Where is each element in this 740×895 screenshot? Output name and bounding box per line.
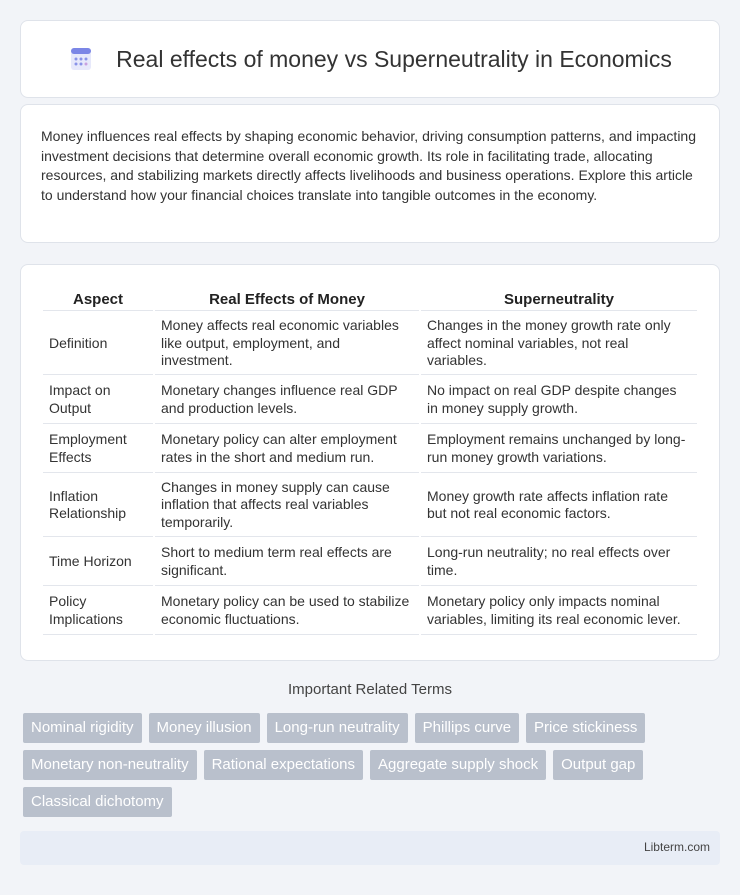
footer — [20, 831, 720, 865]
table-row — [43, 539, 697, 586]
related-term-tag[interactable]: Long-run neutrality — [267, 713, 408, 743]
header-card — [20, 20, 720, 98]
page-title: Real effects of money vs Superneutrality in Economics — [116, 45, 672, 72]
footer-site-link[interactable]: Libterm.com — [643, 840, 710, 854]
related-terms-tags — [23, 713, 723, 824]
related-term-tag[interactable]: Monetary non-neutrality — [23, 750, 197, 780]
column-header: Real Effects of Money — [155, 287, 419, 311]
column-header: Superneutrality — [421, 287, 697, 311]
comparison-table — [41, 285, 699, 637]
table-cell: Monetary changes influence real GDP and production levels. — [155, 377, 419, 424]
related-term-tag[interactable]: Classical dichotomy — [23, 787, 172, 817]
table-row — [43, 426, 697, 473]
related-term-tag[interactable]: Output gap — [553, 750, 643, 780]
table-cell: Monetary policy can alter employment rates in the short and medium run. — [155, 426, 419, 473]
table-row — [43, 588, 697, 635]
table-cell: Definition — [43, 313, 153, 375]
table-cell: Inflation Relationship — [43, 475, 153, 537]
related-term-tag[interactable]: Money illusion — [149, 713, 260, 743]
table-row — [43, 475, 697, 537]
table-cell: Employment Effects — [43, 426, 153, 473]
related-term-tag[interactable]: Price stickiness — [526, 713, 645, 743]
related-term-tag[interactable]: Nominal rigidity — [23, 713, 142, 743]
table-row — [43, 313, 697, 375]
related-term-tag[interactable]: Phillips curve — [415, 713, 519, 743]
document-icon — [68, 46, 94, 72]
table-row — [43, 377, 697, 424]
table-header-row — [43, 287, 697, 311]
related-term-tag[interactable]: Aggregate supply shock — [370, 750, 546, 780]
comparison-table-card — [20, 264, 720, 661]
intro-text: Money influences real effects by shaping economic behavior, driving consumption patterns, and impacting investment decisions that determine overall economic growth. Its role in facilitating trade, allocating resources, and stabilizing markets directly affects livelihoods and business operations. Explore this article to understand how your financial choices translate into tangible outcomes in the economy. — [41, 128, 697, 203]
related-term-tag[interactable]: Rational expectations — [204, 750, 363, 780]
table-cell: Policy Implications — [43, 588, 153, 635]
table-cell: Employment remains unchanged by long-run money growth variations. — [421, 426, 697, 473]
table-cell: Long-run neutrality; no real effects over time. — [421, 539, 697, 586]
table-cell: Short to medium term real effects are significant. — [155, 539, 419, 586]
column-header: Aspect — [43, 287, 153, 311]
table-cell: Impact on Output — [43, 377, 153, 424]
table-cell: Monetary policy only impacts nominal variables, limiting its real economic lever. — [421, 588, 697, 635]
table-cell: Monetary policy can be used to stabilize economic fluctuations. — [155, 588, 419, 635]
table-cell: Changes in money supply can cause inflation that affects real variables temporarily. — [155, 475, 419, 537]
table-cell: Changes in the money growth rate only affect nominal variables, not real variables. — [421, 313, 697, 375]
related-terms-title: Important Related Terms — [288, 681, 452, 698]
table-cell: No impact on real GDP despite changes in money supply growth. — [421, 377, 697, 424]
intro-card — [20, 104, 720, 243]
table-cell: Money affects real economic variables like output, employment, and investment. — [155, 313, 419, 375]
table-cell: Money growth rate affects inflation rate but not real economic factors. — [421, 475, 697, 537]
table-cell: Time Horizon — [43, 539, 153, 586]
